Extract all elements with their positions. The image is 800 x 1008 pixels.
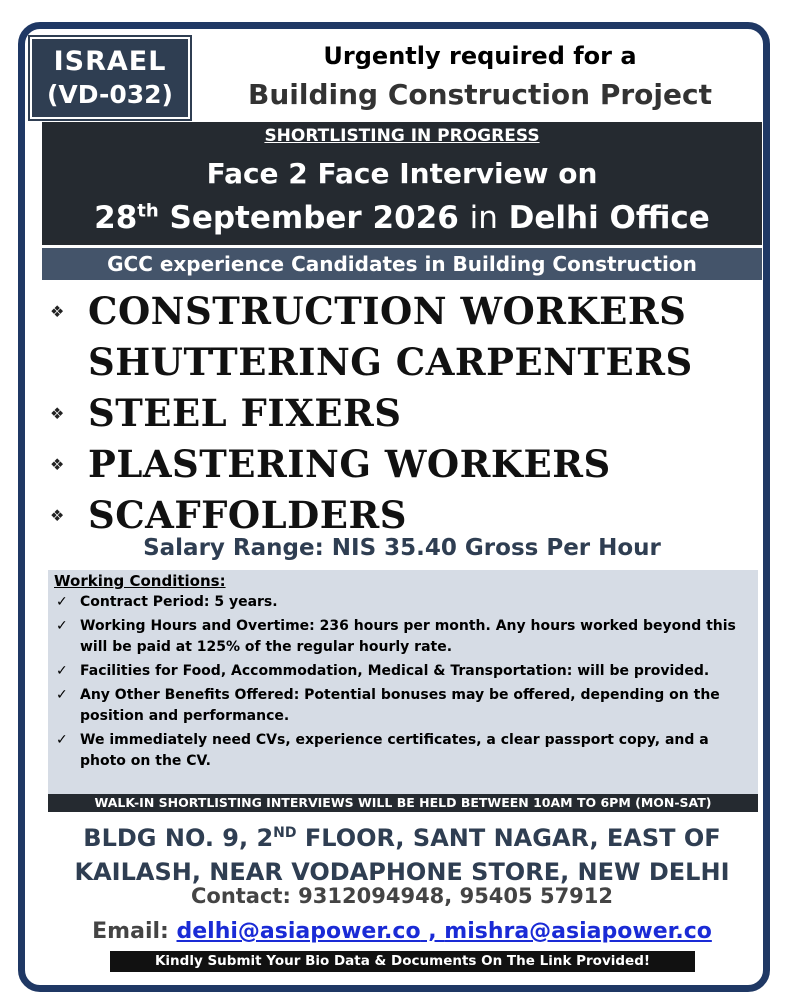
working-conditions xyxy=(48,570,758,794)
submit-notice: Kindly Submit Your Bio Data & Documents On The Link Provided! xyxy=(110,951,695,972)
salary-range: Salary Range: NIS 35.40 Gross Per Hour xyxy=(143,535,661,561)
job-title: CONSTRUCTION WORKERS xyxy=(88,289,687,333)
condition-item xyxy=(54,730,752,772)
condition-item xyxy=(54,616,752,658)
country-name: ISRAEL xyxy=(53,46,167,77)
job-title: SCAFFOLDERS xyxy=(88,493,407,537)
walkin-notice: WALK-IN SHORTLISTING INTERVIEWS WILL BE HELD BETWEEN 10AM TO 6PM (MON-SAT) xyxy=(48,794,758,812)
email-separator: , xyxy=(420,919,445,944)
experience-requirement: GCC experience Candidates in Building Construction xyxy=(42,248,762,280)
office-address xyxy=(42,816,762,889)
checkmark-icon: ✓ xyxy=(56,687,68,703)
date-in-word: in xyxy=(469,200,498,236)
checkmark-icon: ✓ xyxy=(56,618,68,634)
country-badge xyxy=(30,37,190,119)
job-title: STEEL FIXERS xyxy=(88,391,402,435)
checkmark-icon: ✓ xyxy=(56,594,68,610)
diamond-bullet-icon: ❖ xyxy=(50,455,65,474)
date-day: 28 xyxy=(94,200,138,236)
job-list xyxy=(50,285,770,540)
date-day-suffix: th xyxy=(137,200,159,222)
condition-item xyxy=(54,592,752,613)
condition-text: We immediately need CVs, experience certificates, a clear passport copy, and a photo on the CV. xyxy=(80,732,709,769)
job-item xyxy=(50,489,770,540)
email-link-delhi[interactable]: delhi@asiapower.co xyxy=(176,919,421,944)
date-month-year: September 2026 xyxy=(158,200,470,236)
address-part2: FLOOR, SANT NAGAR, EAST OF xyxy=(296,824,721,852)
email-line xyxy=(42,919,762,944)
date-location: Delhi Office xyxy=(497,200,710,236)
address-part1: BLDG NO. 9, 2 xyxy=(83,824,274,852)
diamond-bullet-icon: ❖ xyxy=(50,302,65,321)
address-line2: KAILASH, NEAR VODAPHONE STORE, NEW DELHI xyxy=(74,858,730,886)
interview-date xyxy=(42,200,762,236)
job-item xyxy=(50,387,770,438)
diamond-bullet-icon: ❖ xyxy=(50,404,65,423)
checkmark-icon: ✓ xyxy=(56,663,68,679)
job-item xyxy=(50,336,770,387)
condition-text: Facilities for Food, Accommodation, Medical & Transportation: will be provided. xyxy=(80,663,710,679)
job-item xyxy=(50,438,770,489)
condition-text: Contract Period: 5 years. xyxy=(80,594,278,610)
diamond-bullet-icon: ❖ xyxy=(50,506,65,525)
contact-numbers: Contact: 9312094948, 95405 57912 xyxy=(190,884,614,908)
interview-title: Face 2 Face Interview on xyxy=(206,157,598,190)
headline-project: Building Construction Project xyxy=(248,78,712,111)
job-item xyxy=(50,285,770,336)
checkmark-icon: ✓ xyxy=(56,732,68,748)
condition-text: Working Hours and Overtime: 236 hours per month. Any hours worked beyond this will be paid at 125% of the regular hourly rate. xyxy=(80,618,736,655)
vacancy-code: (VD-032) xyxy=(47,80,173,109)
job-title: PLASTERING WORKERS xyxy=(88,442,611,486)
condition-item xyxy=(54,661,752,682)
shortlisting-status: SHORTLISTING IN PROGRESS xyxy=(264,126,540,146)
condition-text: Any Other Benefits Offered: Potential bonuses may be offered, depending on the position and performance. xyxy=(80,687,720,724)
email-label: Email: xyxy=(92,919,177,944)
email-link-mishra[interactable]: mishra@asiapower.co xyxy=(444,919,712,944)
condition-item xyxy=(54,685,752,727)
headline-urgent: Urgently required for a xyxy=(323,42,637,70)
job-title: SHUTTERING CARPENTERS xyxy=(88,340,693,384)
working-conditions-title: Working Conditions: xyxy=(54,572,226,590)
address-floor-suffix: ND xyxy=(273,825,297,841)
